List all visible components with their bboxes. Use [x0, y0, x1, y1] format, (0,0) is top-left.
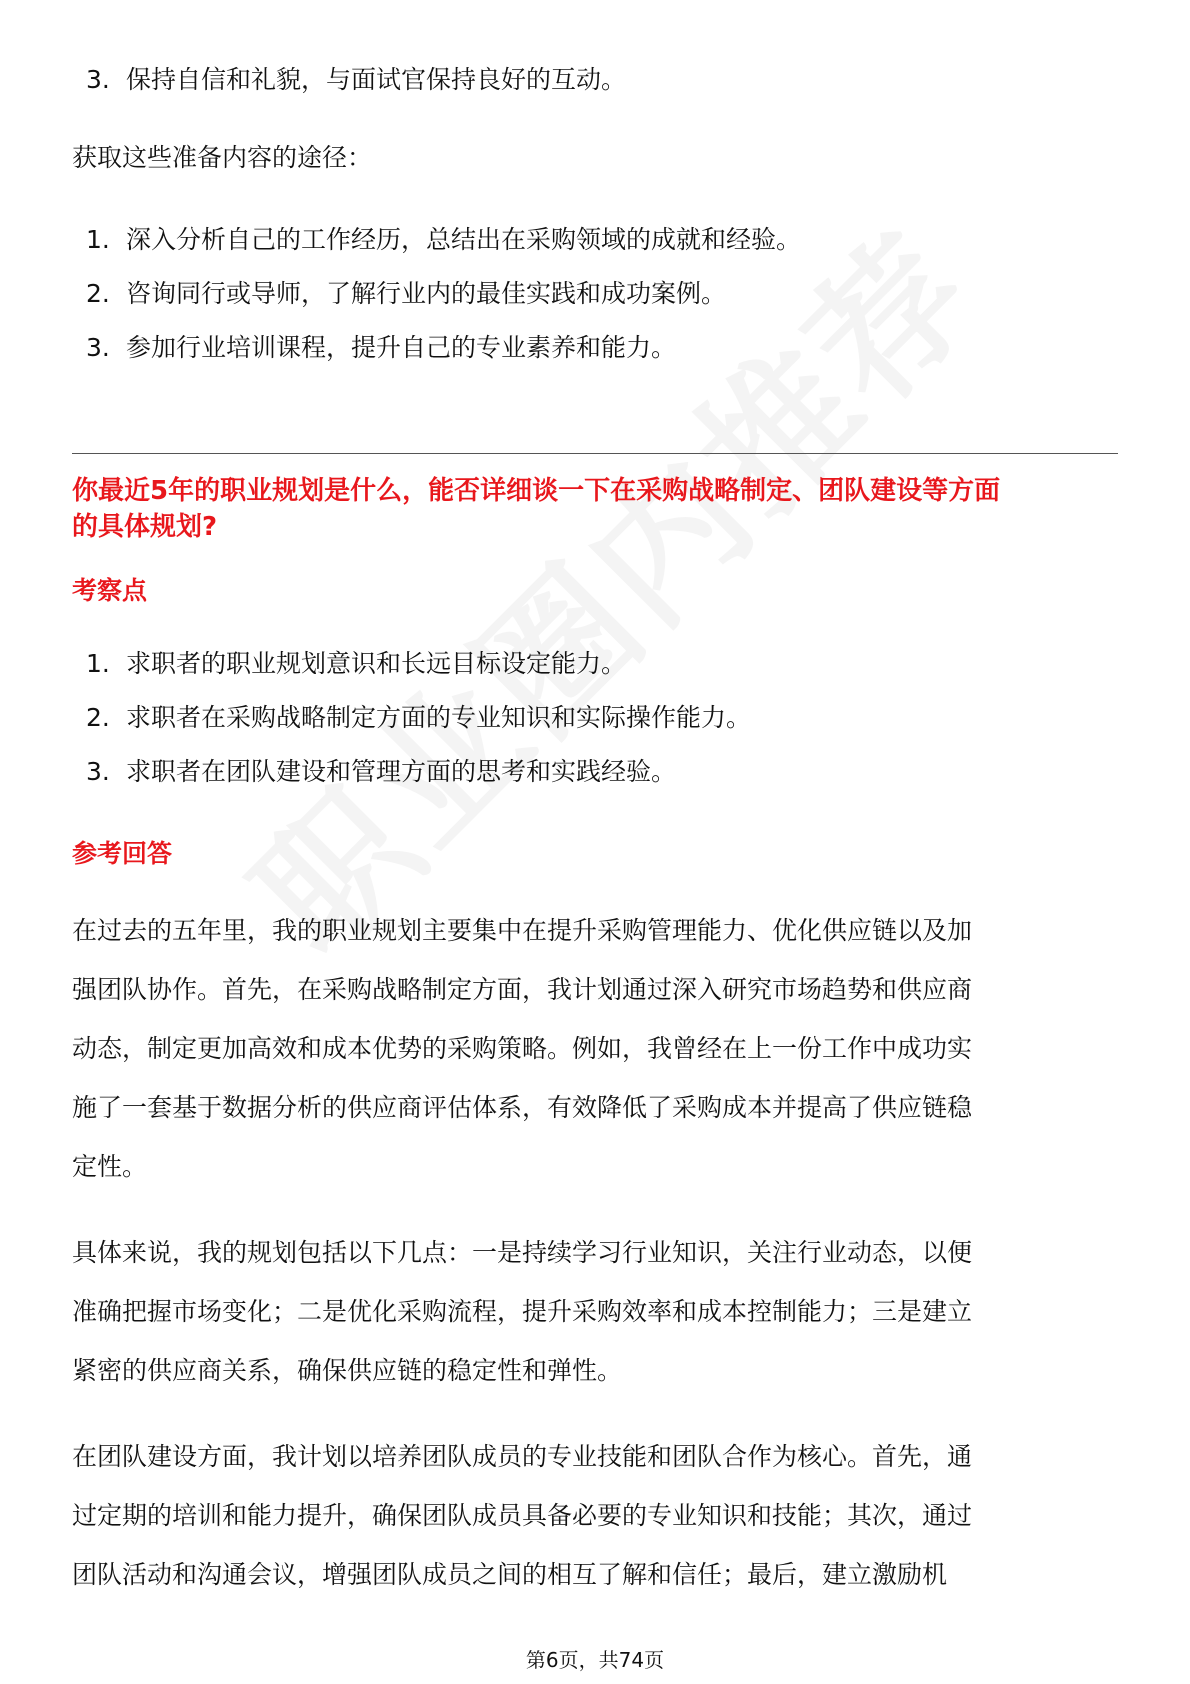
- paragraph-line: 强团队协作。首先，在采购战略制定方面，我计划通过深入研究市场趋势和供应商: [72, 975, 973, 1004]
- list-text: 咨询同行或导师，了解行业内的最佳实践和成功案例。: [126, 279, 727, 308]
- paragraph-line: 过定期的培训和能力提升，确保团队成员具备必要的专业知识和技能；其次，通过: [72, 1501, 973, 1530]
- list-text: 深入分析自己的工作经历，总结出在采购领域的成就和经验。: [126, 225, 802, 254]
- paragraph-line: 在过去的五年里，我的职业规划主要集中在提升采购管理能力、优化供应链以及加: [72, 916, 973, 945]
- list-number: 1.: [86, 225, 110, 254]
- section-divider: [72, 453, 1118, 454]
- list-item: [86, 700, 751, 736]
- answer-heading: 参考回答: [72, 839, 173, 868]
- list-text: 保持自信和礼貌，与面试官保持良好的互动。: [126, 65, 627, 94]
- list-text: 求职者的职业规划意识和长远目标设定能力。: [126, 649, 627, 678]
- list-item: [86, 330, 676, 366]
- list-item: [86, 222, 801, 258]
- page-footer: 第6页，共74页: [525, 1648, 665, 1672]
- list-text: 求职者在采购战略制定方面的专业知识和实际操作能力。: [126, 703, 752, 732]
- question-line-2: 的具体规划?: [72, 512, 218, 542]
- list-number: 3.: [86, 757, 110, 786]
- list-number: 3.: [86, 65, 110, 94]
- paragraph-line: 具体来说，我的规划包括以下几点：一是持续学习行业知识，关注行业动态，以便: [72, 1238, 973, 1267]
- paragraph-line: 团队活动和沟通会议，增强团队成员之间的相互了解和信任；最后，建立激励机: [72, 1560, 948, 1589]
- document-page: [72, 0, 1118, 1684]
- list-number: 3.: [86, 333, 110, 362]
- list-item: [86, 62, 626, 98]
- paragraph-line: 定性。: [72, 1152, 148, 1181]
- list-number: 2.: [86, 703, 110, 732]
- question-line-1: 你最近5年的职业规划是什么，能否详细谈一下在采购战略制定、团队建设等方面: [72, 476, 1001, 506]
- sources-heading: 获取这些准备内容的途径：: [72, 143, 373, 172]
- list-item: [86, 276, 726, 312]
- list-item: [86, 646, 626, 682]
- assessment-heading: 考察点: [72, 576, 148, 605]
- list-text: 求职者在团队建设和管理方面的思考和实践经验。: [126, 757, 677, 786]
- list-number: 1.: [86, 649, 110, 678]
- paragraph-line: 施了一套基于数据分析的供应商评估体系，有效降低了采购成本并提高了供应链稳: [72, 1093, 973, 1122]
- list-item: [86, 754, 676, 790]
- paragraph-line: 在团队建设方面，我计划以培养团队成员的专业技能和团队合作为核心。首先，通: [72, 1442, 973, 1471]
- paragraph-line: 动态，制定更加高效和成本优势的采购策略。例如，我曾经在上一份工作中成功实: [72, 1034, 973, 1063]
- list-number: 2.: [86, 279, 110, 308]
- paragraph-line: 紧密的供应商关系，确保供应链的稳定性和弹性。: [72, 1356, 623, 1385]
- list-text: 参加行业培训课程，提升自己的专业素养和能力。: [126, 333, 677, 362]
- paragraph-line: 准确把握市场变化；二是优化采购流程，提升采购效率和成本控制能力；三是建立: [72, 1297, 973, 1326]
